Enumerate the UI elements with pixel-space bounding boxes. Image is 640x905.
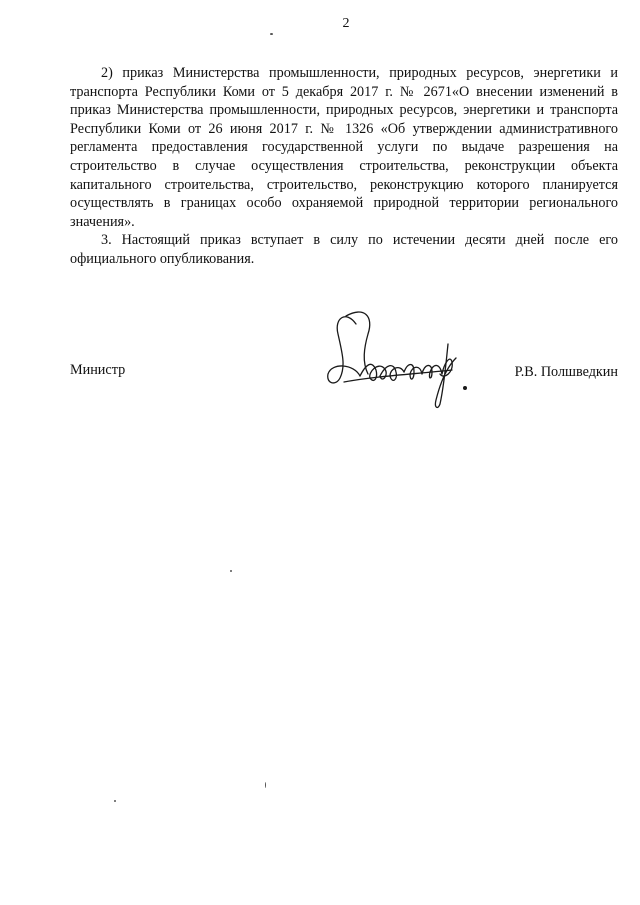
scan-speck xyxy=(230,570,232,572)
handwritten-signature-icon xyxy=(316,304,486,416)
signatory-title: Министр xyxy=(70,362,126,378)
scan-speck xyxy=(265,782,266,788)
signature-block xyxy=(0,300,640,420)
page-number: 2 xyxy=(342,16,350,31)
document-body xyxy=(70,64,618,269)
scan-speck xyxy=(270,33,273,35)
signatory-name: Р.В. Полшведкин xyxy=(514,364,618,380)
paragraph-item-3: 3. Настоящий приказ вступает в силу по истечении десяти дней после его официального опубликования. xyxy=(70,232,618,267)
scan-speck xyxy=(114,800,116,802)
paragraph-item-2: 2) приказ Министерства промышленности, природных ресурсов, энергетики и транспорта Республики Коми от 5 декабря 2017 г. № 2671«О внесении изменений в приказ Министерства промышленности, природных ресурсов, энергетики и транспорта Республики Коми от 26 июня 2017 г. № 1326 «Об утверждении административного регламента предоставления государственной услуги по выдаче разрешения на строительство в случае осуществления строительства, реконструкции объекта капитального строительства, строительство, реконструкцию которого планируется осуществлять в границах особо охраняемой природной территории регионального значения». xyxy=(70,65,618,230)
